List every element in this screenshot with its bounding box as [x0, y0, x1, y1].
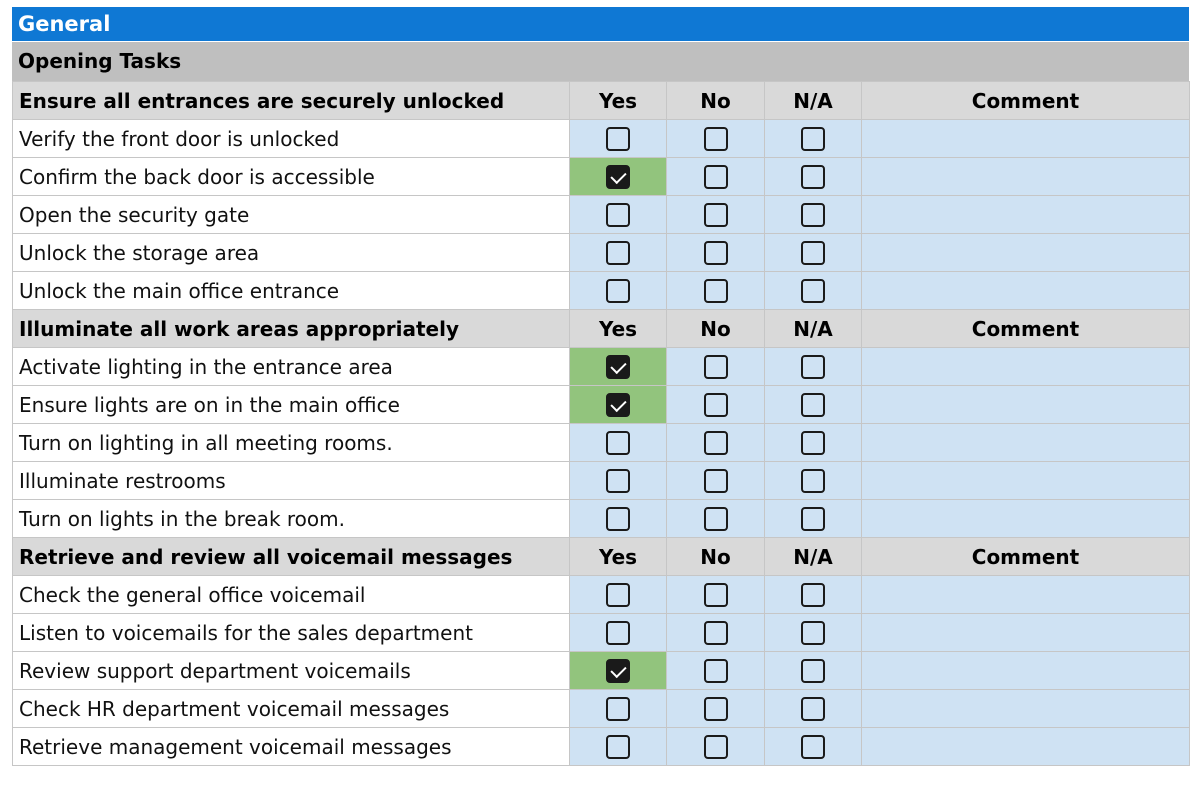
yes-checkbox[interactable]	[606, 659, 630, 683]
column-header-no: No	[667, 82, 765, 120]
column-header-comment: Comment	[862, 310, 1190, 348]
no-cell	[667, 462, 765, 500]
na-checkbox[interactable]	[801, 279, 825, 303]
section-header-row	[13, 82, 1190, 120]
na-cell	[765, 652, 862, 690]
no-checkbox[interactable]	[704, 127, 728, 151]
section-title: Retrieve and review all voicemail messages	[13, 538, 570, 576]
sheet-subtitle: Opening Tasks	[12, 42, 1189, 81]
na-checkbox[interactable]	[801, 469, 825, 493]
yes-checkbox[interactable]	[606, 393, 630, 417]
yes-cell	[570, 690, 667, 728]
column-header-no: No	[667, 538, 765, 576]
yes-checkbox[interactable]	[606, 431, 630, 455]
task-row	[13, 348, 1190, 386]
na-cell	[765, 690, 862, 728]
yes-cell	[570, 728, 667, 766]
no-cell	[667, 690, 765, 728]
comment-cell[interactable]	[862, 614, 1190, 652]
yes-checkbox[interactable]	[606, 583, 630, 607]
column-header-no: No	[667, 310, 765, 348]
task-label: Retrieve management voicemail messages	[13, 728, 570, 766]
no-cell	[667, 158, 765, 196]
comment-cell[interactable]	[862, 652, 1190, 690]
sheet-title: General	[12, 7, 1189, 42]
no-checkbox[interactable]	[704, 203, 728, 227]
task-row	[13, 120, 1190, 158]
no-checkbox[interactable]	[704, 735, 728, 759]
column-header-comment: Comment	[862, 538, 1190, 576]
task-row	[13, 500, 1190, 538]
task-row	[13, 272, 1190, 310]
no-cell	[667, 576, 765, 614]
no-cell	[667, 652, 765, 690]
yes-cell	[570, 272, 667, 310]
comment-cell[interactable]	[862, 462, 1190, 500]
task-label: Activate lighting in the entrance area	[13, 348, 570, 386]
na-cell	[765, 576, 862, 614]
no-cell	[667, 728, 765, 766]
column-header-yes: Yes	[570, 310, 667, 348]
task-label: Turn on lighting in all meeting rooms.	[13, 424, 570, 462]
no-cell	[667, 196, 765, 234]
no-cell	[667, 348, 765, 386]
task-row	[13, 690, 1190, 728]
na-cell	[765, 728, 862, 766]
comment-cell[interactable]	[862, 120, 1190, 158]
no-checkbox[interactable]	[704, 431, 728, 455]
na-checkbox[interactable]	[801, 735, 825, 759]
section-title: Illuminate all work areas appropriately	[13, 310, 570, 348]
no-checkbox[interactable]	[704, 697, 728, 721]
yes-checkbox[interactable]	[606, 127, 630, 151]
task-label: Verify the front door is unlocked	[13, 120, 570, 158]
yes-checkbox[interactable]	[606, 697, 630, 721]
no-cell	[667, 386, 765, 424]
section-header-row	[13, 538, 1190, 576]
no-checkbox[interactable]	[704, 393, 728, 417]
task-row	[13, 576, 1190, 614]
yes-cell	[570, 500, 667, 538]
comment-cell[interactable]	[862, 690, 1190, 728]
yes-checkbox[interactable]	[606, 165, 630, 189]
yes-cell	[570, 348, 667, 386]
yes-checkbox[interactable]	[606, 469, 630, 493]
na-cell	[765, 462, 862, 500]
na-cell	[765, 234, 862, 272]
na-checkbox[interactable]	[801, 507, 825, 531]
yes-checkbox[interactable]	[606, 735, 630, 759]
comment-cell[interactable]	[862, 196, 1190, 234]
yes-checkbox[interactable]	[606, 241, 630, 265]
column-header-yes: Yes	[570, 538, 667, 576]
na-cell	[765, 424, 862, 462]
no-checkbox[interactable]	[704, 355, 728, 379]
na-checkbox[interactable]	[801, 241, 825, 265]
na-cell	[765, 158, 862, 196]
task-row	[13, 386, 1190, 424]
yes-cell	[570, 652, 667, 690]
na-cell	[765, 196, 862, 234]
na-checkbox[interactable]	[801, 165, 825, 189]
checklist-sheet	[12, 7, 1189, 766]
na-checkbox[interactable]	[801, 621, 825, 645]
no-checkbox[interactable]	[704, 507, 728, 531]
task-label: Confirm the back door is accessible	[13, 158, 570, 196]
comment-cell[interactable]	[862, 424, 1190, 462]
yes-cell	[570, 158, 667, 196]
yes-cell	[570, 424, 667, 462]
section-title: Ensure all entrances are securely unlocked	[13, 82, 570, 120]
yes-checkbox[interactable]	[606, 621, 630, 645]
task-row	[13, 652, 1190, 690]
column-header-na: N/A	[765, 538, 862, 576]
na-cell	[765, 120, 862, 158]
comment-cell[interactable]	[862, 158, 1190, 196]
na-cell	[765, 500, 862, 538]
na-cell	[765, 348, 862, 386]
yes-cell	[570, 386, 667, 424]
no-cell	[667, 120, 765, 158]
yes-cell	[570, 234, 667, 272]
no-checkbox[interactable]	[704, 621, 728, 645]
na-checkbox[interactable]	[801, 355, 825, 379]
na-cell	[765, 272, 862, 310]
column-header-yes: Yes	[570, 82, 667, 120]
na-checkbox[interactable]	[801, 697, 825, 721]
task-row	[13, 728, 1190, 766]
checklist-table	[12, 81, 1190, 766]
task-label: Open the security gate	[13, 196, 570, 234]
comment-cell[interactable]	[862, 386, 1190, 424]
task-row	[13, 158, 1190, 196]
yes-cell	[570, 614, 667, 652]
no-checkbox[interactable]	[704, 165, 728, 189]
task-label: Illuminate restrooms	[13, 462, 570, 500]
yes-cell	[570, 576, 667, 614]
task-row	[13, 614, 1190, 652]
task-row	[13, 462, 1190, 500]
column-header-na: N/A	[765, 82, 862, 120]
no-checkbox[interactable]	[704, 469, 728, 493]
na-checkbox[interactable]	[801, 393, 825, 417]
task-row	[13, 196, 1190, 234]
comment-cell[interactable]	[862, 234, 1190, 272]
task-row	[13, 234, 1190, 272]
na-checkbox[interactable]	[801, 127, 825, 151]
yes-cell	[570, 196, 667, 234]
comment-cell[interactable]	[862, 348, 1190, 386]
na-checkbox[interactable]	[801, 203, 825, 227]
no-cell	[667, 234, 765, 272]
task-label: Review support department voicemails	[13, 652, 570, 690]
na-checkbox[interactable]	[801, 659, 825, 683]
na-checkbox[interactable]	[801, 431, 825, 455]
yes-checkbox[interactable]	[606, 203, 630, 227]
no-cell	[667, 424, 765, 462]
task-label: Unlock the main office entrance	[13, 272, 570, 310]
na-cell	[765, 614, 862, 652]
comment-cell[interactable]	[862, 728, 1190, 766]
yes-checkbox[interactable]	[606, 507, 630, 531]
na-cell	[765, 386, 862, 424]
task-label: Turn on lights in the break room.	[13, 500, 570, 538]
yes-checkbox[interactable]	[606, 279, 630, 303]
comment-cell[interactable]	[862, 500, 1190, 538]
no-cell	[667, 500, 765, 538]
yes-cell	[570, 120, 667, 158]
task-row	[13, 424, 1190, 462]
task-label: Check the general office voicemail	[13, 576, 570, 614]
no-checkbox[interactable]	[704, 241, 728, 265]
task-label: Listen to voicemails for the sales department	[13, 614, 570, 652]
yes-checkbox[interactable]	[606, 355, 630, 379]
comment-cell[interactable]	[862, 272, 1190, 310]
task-label: Check HR department voicemail messages	[13, 690, 570, 728]
no-cell	[667, 614, 765, 652]
section-header-row	[13, 310, 1190, 348]
no-checkbox[interactable]	[704, 279, 728, 303]
no-checkbox[interactable]	[704, 659, 728, 683]
column-header-comment: Comment	[862, 82, 1190, 120]
no-cell	[667, 272, 765, 310]
na-checkbox[interactable]	[801, 583, 825, 607]
yes-cell	[570, 462, 667, 500]
task-label: Ensure lights are on in the main office	[13, 386, 570, 424]
task-label: Unlock the storage area	[13, 234, 570, 272]
no-checkbox[interactable]	[704, 583, 728, 607]
comment-cell[interactable]	[862, 576, 1190, 614]
column-header-na: N/A	[765, 310, 862, 348]
